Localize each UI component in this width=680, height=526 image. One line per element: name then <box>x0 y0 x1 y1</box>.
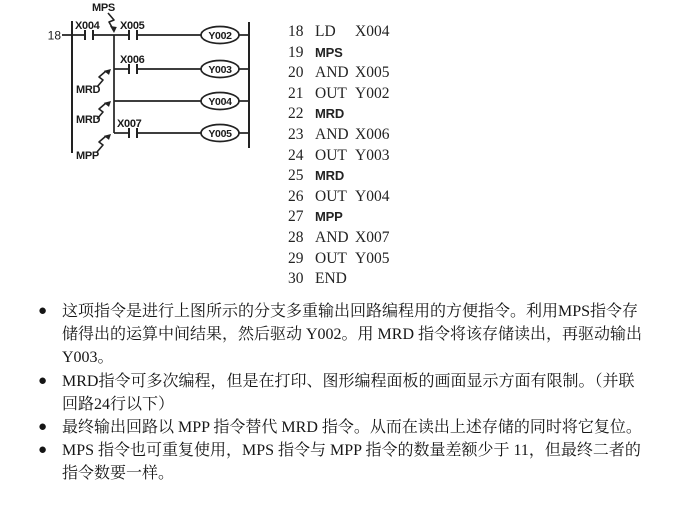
mpp-label: MPP <box>76 150 99 162</box>
instruction-row <box>288 84 389 105</box>
note-line: 回路24行以下） <box>62 395 175 413</box>
step-number: 29 <box>288 249 304 267</box>
note-item <box>38 416 660 439</box>
contact-label-x006: X006 <box>120 54 145 66</box>
instruction-row <box>288 104 389 125</box>
operand: Y003 <box>355 146 390 164</box>
contact-label-x004: X004 <box>75 20 100 32</box>
operand: X004 <box>355 23 390 40</box>
coil-label-y003: Y003 <box>208 64 232 76</box>
instruction-list <box>288 22 389 290</box>
instruction-row <box>288 269 389 290</box>
note-line: Y003。 <box>62 349 114 367</box>
bullet-icon: ● <box>38 303 48 319</box>
operand: Y005 <box>355 249 390 267</box>
operand: X007 <box>355 228 390 246</box>
operand: Y002 <box>355 84 390 102</box>
note-item <box>38 439 660 485</box>
contact-label-x007: X007 <box>117 118 142 130</box>
instruction-row <box>288 63 389 84</box>
bullet-icon: ● <box>38 372 48 389</box>
step-number: 30 <box>288 270 304 288</box>
step-number: 27 <box>288 208 304 226</box>
instruction-row <box>288 125 389 146</box>
instruction-row <box>288 22 389 43</box>
step-number: 25 <box>288 167 304 185</box>
instruction-row <box>288 228 389 249</box>
opcode: AND <box>315 125 349 143</box>
bullet-icon: ● <box>38 442 48 459</box>
opcode: OUT <box>315 249 347 267</box>
note-line: 储得出的运算中间结果，然后驱动 Y002。用 MRD 指令将该存储读出，再驱动输出 <box>62 326 643 344</box>
note-text <box>62 370 660 416</box>
instruction-row <box>288 146 389 167</box>
note-text <box>62 300 660 370</box>
note-line: MPS 指令也可重复使用，MPS 指令与 MPP 指令的数量差额少于 11，但最终二者的 <box>62 442 641 460</box>
note-line: MRD指令可多次编程，但是在打印、图形编程面板的画面显示方面有限制。（并联 <box>62 372 635 390</box>
coil-label-y002: Y002 <box>208 30 232 42</box>
notes-list <box>38 300 660 486</box>
instruction-row <box>288 249 389 270</box>
mrd1-label: MRD <box>76 84 101 96</box>
note-line: 这项指令是进行上图所示的分支多重输出回路编程用的方便指令。利用MPS指令存 <box>62 303 639 320</box>
note-line: 指令数要一样。 <box>62 465 175 483</box>
opcode: AND <box>315 64 349 82</box>
instruction-row <box>288 43 389 64</box>
operand: X006 <box>355 125 390 143</box>
opcode: MRD <box>315 168 345 184</box>
opcode: MRD <box>315 106 345 122</box>
opcode: LD <box>315 23 336 40</box>
note-text <box>62 416 660 439</box>
step-number: 19 <box>288 43 304 61</box>
coil-label-y004: Y004 <box>208 96 232 108</box>
instruction-row <box>288 207 389 228</box>
opcode: OUT <box>315 84 347 102</box>
opcode: AND <box>315 228 349 246</box>
operand: X005 <box>355 64 390 82</box>
coil-symbols <box>201 27 239 142</box>
opcode: END <box>315 270 347 288</box>
coil-label-y005: Y005 <box>208 128 232 140</box>
ladder-step-number: 18 <box>47 28 61 43</box>
note-text <box>62 439 660 485</box>
step-number: 22 <box>288 105 304 123</box>
note-line: 最终输出回路以 MPP 指令替代 MRD 指令。从而在读出上述存储的同时将它复位。 <box>62 419 642 437</box>
note-item <box>38 370 660 416</box>
step-number: 28 <box>288 228 304 246</box>
step-number: 21 <box>288 84 304 102</box>
contact-label-x005: X005 <box>120 20 145 32</box>
step-number: 24 <box>288 146 304 164</box>
mps-label: MPS <box>92 2 115 14</box>
step-number: 20 <box>288 64 304 82</box>
opcode: OUT <box>315 146 347 164</box>
operand: Y004 <box>355 187 390 205</box>
step-number: 18 <box>288 23 304 40</box>
step-number: 26 <box>288 187 304 205</box>
note-item <box>38 300 660 370</box>
opcode: MPS <box>315 44 343 60</box>
mrd2-label: MRD <box>76 114 101 126</box>
instruction-row <box>288 166 389 187</box>
opcode: OUT <box>315 187 347 205</box>
step-number: 23 <box>288 125 304 143</box>
bullet-icon: ● <box>38 419 48 436</box>
opcode: MPP <box>315 209 343 225</box>
instruction-row <box>288 187 389 208</box>
ladder-diagram <box>0 0 270 170</box>
